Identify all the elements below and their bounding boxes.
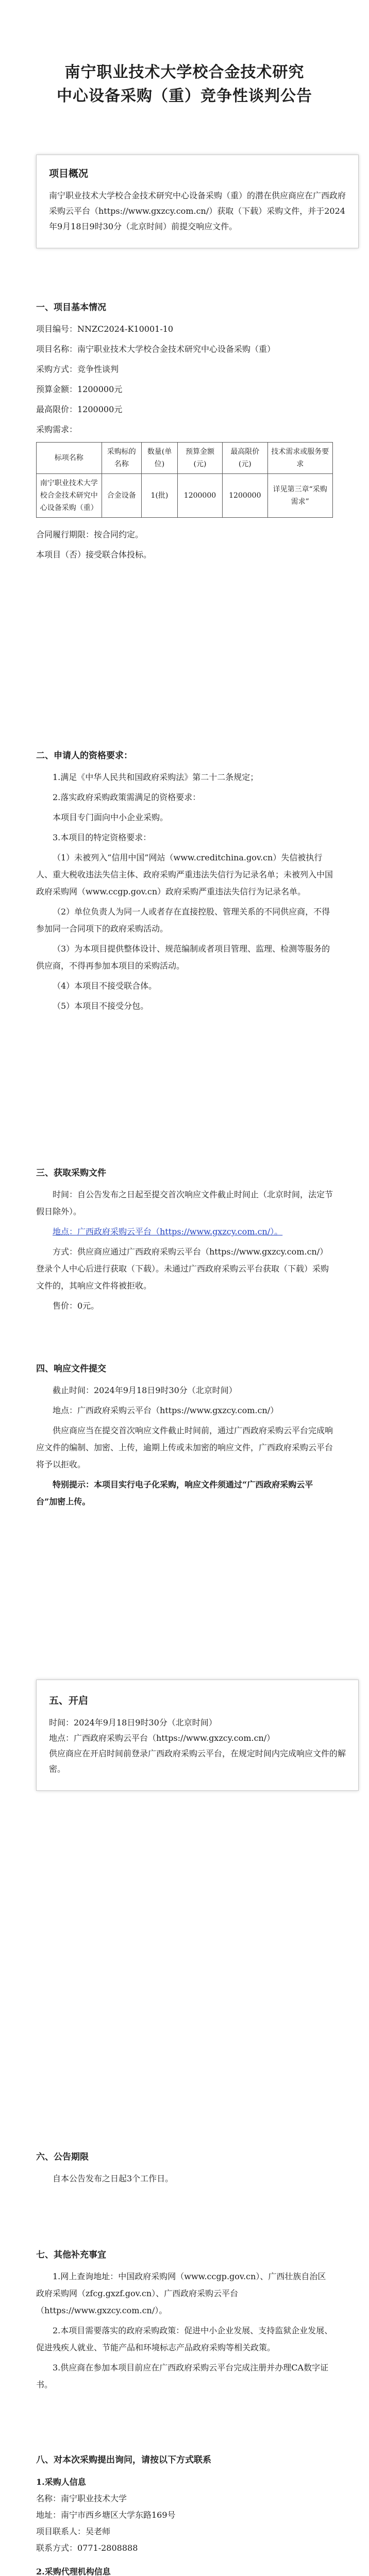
table-header: 技术需求或服务要求 [267, 443, 333, 474]
table-header: 数量(单位) [142, 443, 178, 474]
requirements-table [36, 442, 333, 518]
table-header: 采购标的名称 [102, 443, 142, 474]
section-heading: 四、响应文件提交 [36, 1364, 106, 1374]
agency-title: 2.采购代理机构信息 [36, 2567, 111, 2576]
buyer-contact-person: 项目联系人：吴老师 [36, 2527, 111, 2536]
table-row [37, 474, 333, 518]
section-heading: 一、项目基本情况 [36, 302, 106, 313]
buyer-name: 名称：南宁职业技术大学 [36, 2494, 127, 2503]
text-line: 2.本项目需要落实的政府采购政策：促进中小企业发展、支持监狱企业发展、促进残疾人就业、节能产品和环境标志产品政府采购等相关政策。 [36, 2326, 333, 2352]
table-cell: 1200000 [223, 474, 267, 518]
section-heading: 八、对本次采购提出询问，请按以下方式联系 [36, 2455, 211, 2465]
text-line: 本项目（否）接受联合体投标。 [36, 550, 152, 560]
buyer-title: 1.采购人信息 [36, 2477, 86, 2487]
text-line: 时间：自公告发布之日起至提交首次响应文件截止时间止（北京时间，法定节假日除外）。 [36, 1190, 333, 1216]
text-line: （5）本项目不接受分包。 [53, 1001, 149, 1011]
summary-heading: 项目概况 [49, 168, 89, 179]
section-submission [36, 1350, 333, 1513]
section-obtain-documents [36, 1154, 333, 1317]
section-heading: 七、其他补充事宜 [36, 2250, 106, 2260]
section-notice-period [36, 2138, 333, 2190]
text-line: 项目编号：NNZC2024-K10001-10 [36, 324, 174, 334]
text-line: 1.满足《中华人民共和国政府采购法》第二十二条规定； [53, 772, 259, 782]
text-line: 地点：广西政府采购云平台（https://www.gxzcy.com.cn/） [53, 1405, 279, 1415]
text-line: 项目名称：南宁职业技术大学校合金技术研究中心设备采购（重） [36, 344, 276, 354]
text-line: （2）单位负责人为同一人或者存在直接控股、管理关系的不同供应商，不得参加同一合同项下的政府采购活动。 [36, 907, 330, 934]
table-cell: 1(批) [142, 474, 178, 518]
text-line: 供应商应在开启时间前登录广西政府采购云平台，在规定时间内完成响应文件的解密。 [49, 1749, 346, 1774]
section-heading: 五、开启 [49, 1695, 89, 1706]
buyer-address: 地址：南宁市西乡塘区大学东路169号 [36, 2510, 176, 2520]
summary-text: 南宁职业技术大学校合金技术研究中心设备采购（重）的潜在供应商应在广西政府采购云平台（https://www.gxzcy.com.cn/）获取（下载）采购文件，并于2024年9月18日9时30分（北京时间）前提交响应文件。 [49, 191, 346, 231]
text-line: 售价：0元。 [53, 1301, 99, 1311]
text-line: 截止时间：2024年9月18日9时30分（北京时间） [53, 1385, 237, 1395]
page-title [0, 61, 369, 108]
section-other-matters [36, 2236, 333, 2396]
section-qualification [36, 737, 333, 1018]
text-line: 合同履行期限：按合同约定。 [36, 530, 144, 539]
table-cell: 1200000 [177, 474, 222, 518]
text-line: 自本公告发布之日起3个工作日。 [53, 2174, 174, 2183]
text-line: （4）本项目不接受联合体。 [53, 981, 157, 991]
text-line[interactable]: 地点：广西政府采购云平台（https://www.gxzcy.com.cn/）。 [53, 1227, 283, 1236]
section-heading: 三、获取采购文件 [36, 1168, 106, 1178]
title-line-2: 中心设备采购（重）竞争性谈判公告 [57, 87, 312, 105]
text-line: 地点：广西政府采购云平台（https://www.gxzcy.com.cn/） [49, 1733, 275, 1743]
text-line: 2.落实政府采购政策需满足的资格要求： [53, 792, 201, 802]
text-line: 3.本项目的特定资格要求： [53, 833, 152, 842]
table-header-row [37, 443, 333, 474]
text-line: 时间：2024年9月18日9时30分（北京时间） [49, 1718, 217, 1727]
opening-card [36, 1680, 359, 1791]
text-line: 预算金额：1200000元 [36, 384, 123, 394]
text-line: 方式：供应商应通过广西政府采购云平台（https://www.gxzcy.com.cn/）登录个人中心后进行获取（下载）。未通过广西政府采购云平台获取（下载）采购文件的，其响应文件将被拒收。 [36, 1247, 329, 1291]
buyer-phone: 联系方式：0771-2808888 [36, 2543, 138, 2553]
summary-card [36, 155, 359, 248]
text-line: 本项目专门面向中小企业采购。 [53, 812, 169, 822]
text-line: 采购方式：竞争性谈判 [36, 364, 119, 374]
text-line: 3.供应商在参加本项目前应在广西政府采购云平台完成注册并办理CA数字证书。 [36, 2363, 329, 2389]
title-line-1: 南宁职业技术大学校合金技术研究 [64, 63, 305, 81]
table-header: 最高限价(元) [223, 443, 267, 474]
text-line: 1.网上查询地址：中国政府采购网（www.ccgp.gov.cn）、广西壮族自治区政府采购网（zfcg.gxzf.gov.cn）、广西政府采购云平台（https://www.gxzcy.com.cn/）。 [36, 2272, 326, 2315]
section-basic-info [36, 289, 333, 566]
table-header: 预算金额(元) [177, 443, 222, 474]
section-contacts [36, 2452, 333, 2576]
text-line: 采购需求： [36, 425, 78, 434]
table-cell: 详见第三章“采购需求” [267, 474, 333, 518]
highlight-notice: 特别提示：本项目实行电子化采购，响应文件须通过“广西政府采购云平台”加密上传。 [36, 1480, 313, 1506]
text-line: 最高限价：1200000元 [36, 404, 123, 414]
table-cell: 合金设备 [102, 474, 142, 518]
text-line: 供应商应当在提交首次响应文件截止时间前，通过广西政府采购云平台完成响应文件的编制、加密、上传，逾期上传或未加密的响应文件，广西政府采购云平台将予以拒收。 [36, 1426, 333, 1469]
section-heading: 六、公告期限 [36, 2152, 89, 2162]
section-heading: 二、申请人的资格要求： [36, 751, 132, 761]
table-header: 标项名称 [37, 443, 102, 474]
text-line: （3）为本项目提供整体设计、规范编制或者项目管理、监理、检测等服务的供应商，不得再参加本项目的采购活动。 [36, 944, 330, 971]
text-line: （1）未被列入“信用中国”网站（www.creditchina.gov.cn）失信被执行人、重大税收违法失信主体、政府采购严重违法失信行为记录名单；未被列入中国政府采购网（www.ccgp.gov.cn）政府采购严重违法失信行为记录名单。 [36, 853, 333, 896]
table-cell: 南宁职业技术大学校合金技术研究中心设备采购（重） [37, 474, 102, 518]
